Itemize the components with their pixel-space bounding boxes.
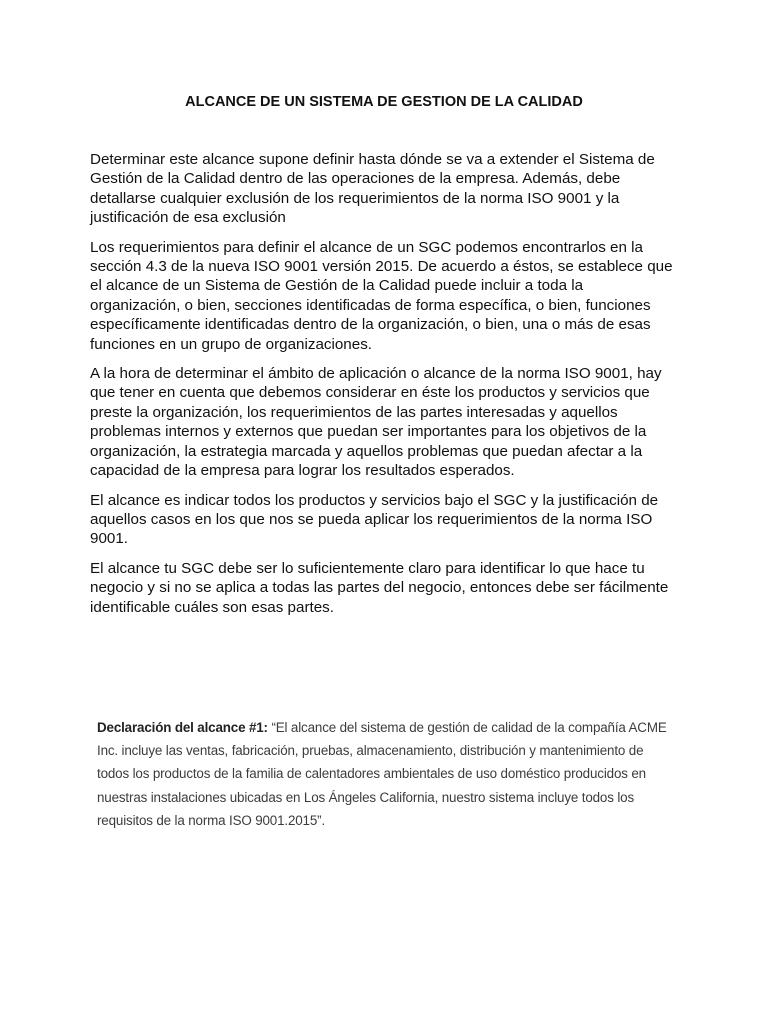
scope-statement-label: Declaración del alcance #1: (97, 720, 268, 735)
paragraph-requerimientos: Los requerimientos para definir el alcance de un SGC podemos encontrarlos en la sección 4.3 de la nueva ISO 9001 versión 2015. De acuerdo a éstos, se establece que el alcance de un Sistema de Gestión de la Calidad puede incluir a toda la organización, o bien, secciones identificadas de forma específica, o bien, funciones específicamente identificadas dentro de la organización, o bien, una o más de esas funciones en un grupo de organizaciones. (90, 238, 673, 353)
scope-statement-example (97, 716, 675, 832)
scope-statement-text: “El alcance del sistema de gestión de calidad de la compañía ACME Inc. incluye las ventas, fabricación, pruebas, almacenamiento, distribución y mantenimiento de todos los productos de la familia de calentadores ambientales de uso doméstico producidos en nuestras instalaciones ubicadas en Los Ángeles California, nuestro sistema incluye todos los requisitos de la norma ISO 9001.2015”. (97, 720, 667, 828)
document-title: ALCANCE DE UN SISTEMA DE GESTION DE LA CALIDAD (185, 94, 583, 110)
paragraph-definicion: Determinar este alcance supone definir hasta dónde se va a extender el Sistema de Gestión de la Calidad dentro de las operaciones de la empresa. Además, debe detallarse cualquier exclusión de los requerimientos de la norma ISO 9001 y la justificación de esa exclusión (90, 151, 655, 227)
paragraph-productos-servicios: El alcance es indicar todos los productos y servicios bajo el SGC y la justificación de aquellos casos en los que nos se pueda aplicar los requerimientos de la norma ISO 9001. (90, 491, 659, 548)
document-body (90, 150, 675, 627)
paragraph-ambito: A la hora de determinar el ámbito de aplicación o alcance de la norma ISO 9001, hay que tener en cuenta que debemos considerar en éste los productos y servicios que preste la organización, los requerimientos de las partes interesadas y aquellos problemas internos y externos que puedan ser importantes para los objetivos de la organización, la estrategia marcada y aquellos problemas que puedan afectar a la capacidad de la empresa para lograr los resultados esperados. (90, 365, 662, 480)
paragraph-claridad: El alcance tu SGC debe ser lo suficientemente claro para identificar lo que hace tu negocio y si no se aplica a todas las partes del negocio, entonces debe ser fácilmente identificable cuáles son esas partes. (90, 559, 669, 616)
